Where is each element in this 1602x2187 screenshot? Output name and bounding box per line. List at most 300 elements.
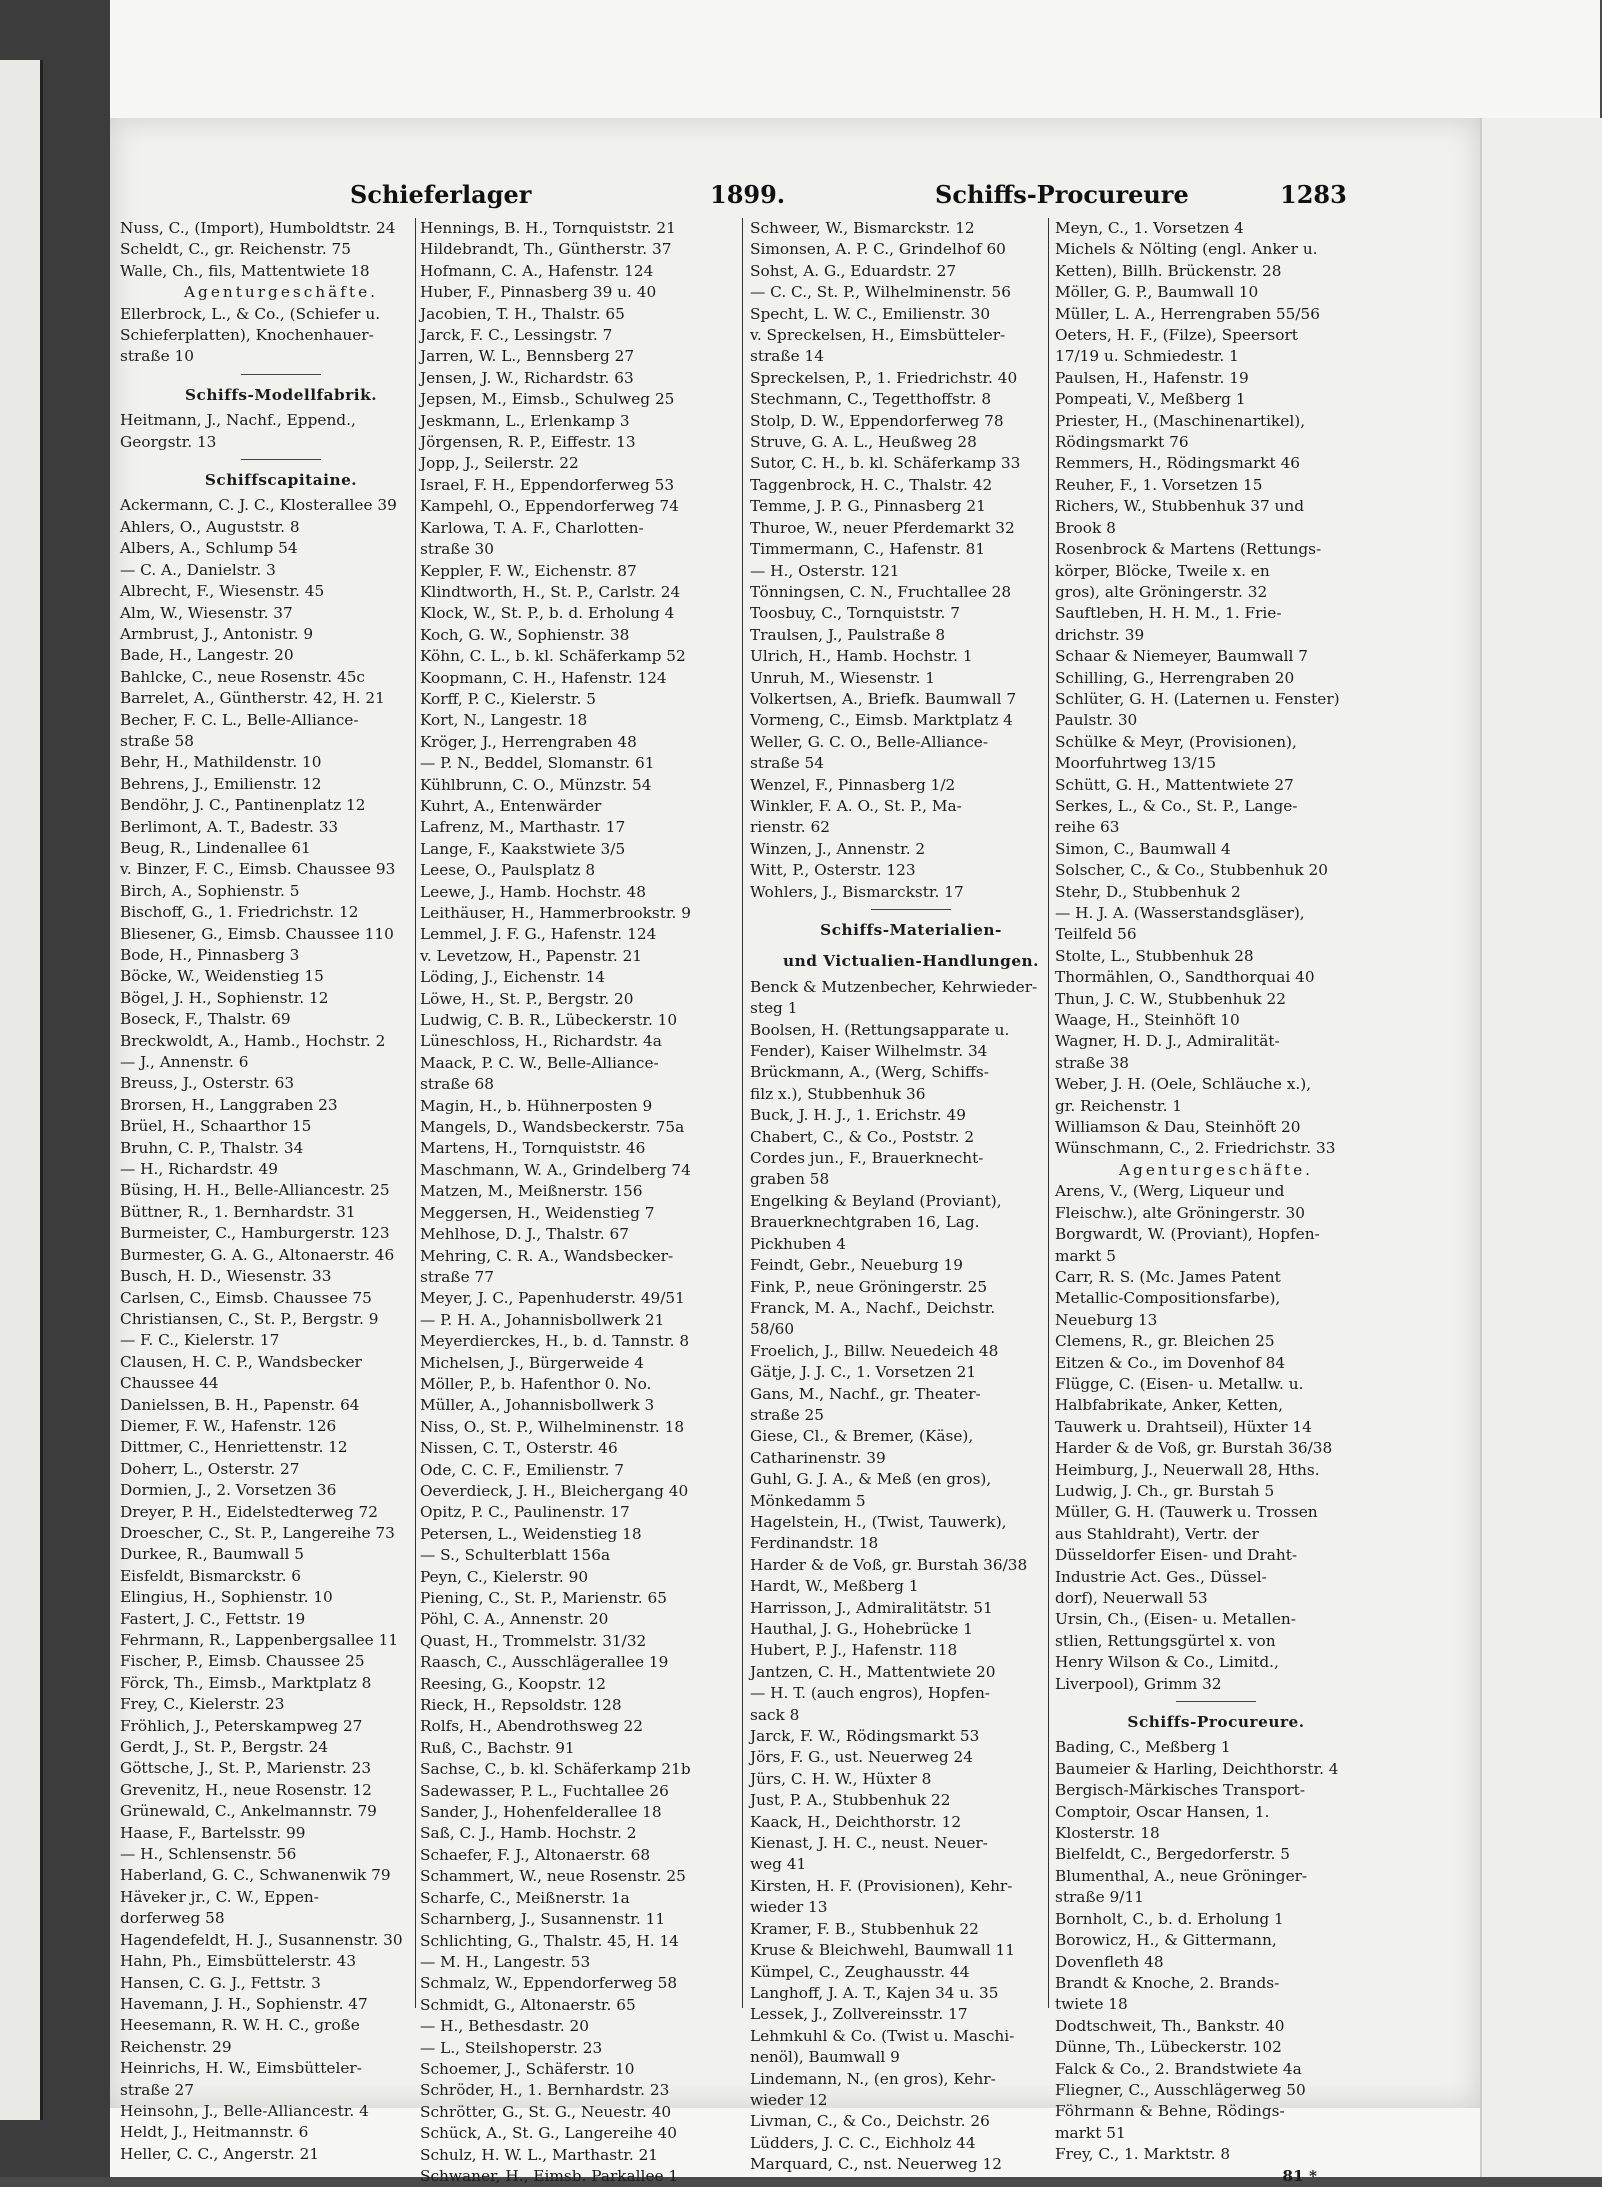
directory-entry: Franck, M. A., Nachf., Deichstr.: [750, 1298, 996, 1317]
directory-column-3: [750, 218, 1072, 2174]
directory-entry: Simonsen, A. P. C., Grindelhof 60: [750, 240, 1006, 259]
directory-entry: Struve, G. A. L., Heußweg 28: [750, 433, 977, 452]
directory-entry: Winzen, J., Annenstr. 2: [750, 839, 926, 858]
directory-entry: Bading, C., Meßberg 1: [1055, 1738, 1231, 1757]
directory-entry: Rosenbrock & Martens (Rettungs-: [1055, 540, 1322, 559]
directory-entry: Heinrichs, H. W., Eimsbütteler-: [120, 2059, 362, 2078]
directory-entry: Richers, W., Stubbenhuk 37 und: [1055, 497, 1305, 516]
directory-entry: Jopp, J., Seilerstr. 22: [420, 454, 579, 473]
directory-entry: Köhn, C. L., b. kl. Schäferkamp 52: [420, 647, 686, 666]
directory-entry: Chabert, C., & Co., Poststr. 2: [750, 1127, 975, 1146]
section-heading: Schiffscapitaine.: [204, 471, 358, 490]
directory-entry: Wünschmann, C., 2. Friedrichstr. 33: [1055, 1139, 1336, 1158]
directory-entry: Klosterstr. 18: [1055, 1824, 1160, 1843]
directory-entry: Reesing, G., Koopstr. 12: [420, 1674, 607, 1693]
directory-entry: Burmeister, C., Hamburgerstr. 123: [120, 1224, 390, 1243]
directory-entry: Pompeati, V., Meßberg 1: [1055, 390, 1246, 409]
directory-entry: Oeverdieck, J. H., Bleichergang 40: [420, 1481, 689, 1500]
directory-entry: Carlsen, C., Eimsb. Chaussee 75: [120, 1288, 372, 1307]
directory-entry: Düsseldorfer Eisen- und Draht-: [1055, 1546, 1298, 1565]
directory-entry: Sander, J., Hohenfelderallee 18: [420, 1803, 662, 1822]
directory-entry: Gätje, J. J. C., 1. Vorsetzen 21: [750, 1363, 977, 1382]
directory-entry: markt 51: [1055, 2123, 1126, 2142]
header-year: 1899.: [710, 180, 786, 209]
directory-entry: straße 10: [120, 347, 195, 366]
directory-entry: Winkler, F. A. O., St. P., Ma-: [750, 796, 962, 815]
directory-entry: Hubert, P. J., Hafenstr. 118: [750, 1641, 958, 1660]
directory-entry: sack 8: [750, 1705, 800, 1724]
directory-entry: Langhoff, J. A. T., Kajen 34 u. 35: [750, 1983, 999, 2002]
directory-entry: Henry Wilson & Co., Limitd.,: [1055, 1653, 1279, 1672]
directory-entry: Dreyer, P. H., Eidelstedterweg 72: [120, 1502, 378, 1521]
directory-entry: Ketten), Billh. Brückenstr. 28: [1055, 261, 1282, 280]
section-heading: Schiffs-Materialien-: [820, 921, 1002, 939]
directory-entry: Paulstr. 30: [1055, 711, 1138, 730]
directory-entry: Harrisson, J., Admiralitätstr. 51: [750, 1598, 993, 1617]
directory-entry: — H., Richardstr. 49: [120, 1160, 278, 1179]
directory-entry: Ruß, C., Bachstr. 91: [420, 1738, 575, 1757]
directory-entry: Ferdinandstr. 18: [750, 1534, 879, 1553]
directory-entry: Föhrmann & Behne, Rödings-: [1055, 2102, 1285, 2121]
directory-entry: Fröhlich, J., Peterskampweg 27: [120, 1716, 363, 1735]
directory-entry: Marquard, C., nst. Neuerweg 12: [750, 2155, 1002, 2174]
directory-entry: Durkee, R., Baumwall 5: [120, 1545, 304, 1564]
directory-entry: — M. H., Langestr. 53: [420, 1952, 591, 1971]
directory-entry: Bruhn, C. P., Thalstr. 34: [120, 1138, 304, 1157]
directory-entry: Ackermann, C. J. C., Klosterallee 39: [120, 496, 397, 515]
directory-entry: — H. J. A. (Wasserstandsgläser),: [1055, 904, 1305, 922]
directory-entry: Schaar & Niemeyer, Baumwall 7: [1055, 647, 1309, 666]
directory-entry: Teilfeld 56: [1055, 925, 1137, 944]
directory-entry: wieder 13: [750, 1898, 828, 1917]
directory-entry: Nissen, C. T., Osterstr. 46: [420, 1439, 618, 1458]
directory-entry: Dittmer, C., Henriettenstr. 12: [120, 1438, 348, 1457]
directory-entry: Hofmann, C. A., Hafenstr. 124: [420, 261, 654, 280]
directory-entry: Fastert, J. C., Fettstr. 19: [120, 1609, 306, 1628]
directory-entry: Priester, H., (Maschinenartikel),: [1055, 411, 1306, 430]
directory-entry: straße 68: [420, 1075, 495, 1094]
directory-entry: Büsing, H. H., Belle-Alliancestr. 25: [120, 1181, 390, 1200]
directory-entry: Kruse & Bleichwehl, Baumwall 11: [750, 1941, 1015, 1960]
directory-entry: Dovenfleth 48: [1055, 1952, 1164, 1971]
directory-entry: Taggenbrock, H. C., Thalstr. 42: [750, 475, 993, 494]
section-divider: [241, 459, 321, 460]
directory-entry: Chaussee 44: [120, 1374, 219, 1393]
directory-entry: straße 27: [120, 2080, 195, 2099]
directory-entry: Ulrich, H., Hamb. Hochstr. 1: [750, 647, 973, 666]
directory-entry: aus Stahldraht), Vertr. der: [1055, 1524, 1259, 1543]
directory-entry: Bögel, J. H., Sophienstr. 12: [120, 988, 329, 1007]
directory-entry: Schilling, G., Herrengraben 20: [1055, 668, 1295, 687]
directory-entry: Jeskmann, L., Erlenkamp 3: [420, 411, 630, 430]
directory-entry: Oeters, H. F., (Filze), Speersort: [1055, 326, 1298, 345]
directory-entry: — C. C., St. P., Wilhelminenstr. 56: [750, 283, 1011, 302]
directory-entry: Traulsen, J., Paulstraße 8: [750, 625, 946, 644]
directory-entry: wieder 12: [750, 2090, 828, 2109]
directory-entry: Meggersen, H., Weidenstieg 7: [420, 1203, 655, 1222]
directory-entry: Sauftleben, H. H. M., 1. Frie-: [1055, 604, 1282, 623]
directory-entry: Möller, G. P., Baumwall 10: [1055, 283, 1259, 302]
directory-entry: Beug, R., Lindenallee 61: [120, 838, 311, 857]
directory-entry: Lessek, J., Zollvereinsstr. 17: [750, 2005, 968, 2024]
directory-entry: — L., Steilshoperstr. 23: [420, 2038, 603, 2057]
directory-entry: Kuhrt, A., Entenwärder: [420, 796, 602, 815]
directory-entry: Diemer, F. W., Hafenstr. 126: [120, 1416, 337, 1435]
directory-entry: Hardt, W., Meßberg 1: [750, 1577, 919, 1596]
directory-entry: Burmester, G. A. G., Altonaerstr. 46: [120, 1245, 395, 1264]
directory-entry: straße 9/11: [1055, 1888, 1144, 1907]
directory-entry: Nuss, C., (Import), Humboldtstr. 24: [120, 219, 396, 237]
directory-entry: Paulsen, H., Hafenstr. 19: [1055, 368, 1249, 387]
directory-entry: Niss, O., St. P., Wilhelminenstr. 18: [420, 1417, 685, 1436]
directory-entry: Armbrust, J., Antonistr. 9: [120, 624, 314, 643]
signature-mark: 81 *: [1282, 2166, 1317, 2185]
directory-entry: Ellerbrock, L., & Co., (Schiefer u.: [120, 304, 381, 323]
directory-entry: nenöl), Baumwall 9: [750, 2048, 900, 2067]
directory-entry: Schweer, W., Bismarckstr. 12: [750, 219, 975, 237]
directory-entry: Moorfuhrtweg 13/15: [1055, 754, 1217, 773]
directory-entry: Simon, C., Baumwall 4: [1055, 839, 1231, 858]
directory-entry: Bischoff, G., 1. Friedrichstr. 12: [120, 903, 359, 922]
directory-entry: Fliegner, C., Ausschlägerweg 50: [1055, 2080, 1306, 2099]
directory-entry: — H., Osterstr. 121: [750, 561, 900, 580]
directory-entry: Alm, W., Wiesenstr. 37: [120, 603, 293, 622]
directory-entry: Heinsohn, J., Belle-Alliancestr. 4: [120, 2101, 369, 2120]
directory-entry: filz x.), Stubbenhuk 36: [750, 1084, 926, 1103]
directory-entry: Blumenthal, A., neue Gröninger-: [1055, 1866, 1308, 1885]
directory-entry: Giese, Cl., & Bremer, (Käse),: [750, 1427, 974, 1446]
section-divider: [1176, 1701, 1256, 1702]
directory-entry: Droescher, C., St. P., Langereihe 73: [120, 1523, 395, 1542]
directory-entry: Häveker jr., C. W., Eppen-: [120, 1887, 319, 1906]
directory-entry: straße 54: [750, 754, 825, 773]
directory-entry: Scharfe, C., Meißnerstr. 1a: [420, 1888, 630, 1907]
directory-entry: Busch, H. D., Wiesenstr. 33: [120, 1267, 332, 1286]
directory-entry: Livman, C., & Co., Deichstr. 26: [750, 2112, 990, 2131]
directory-entry: Bode, H., Pinnasberg 3: [120, 946, 300, 964]
directory-entry: reihe 63: [1055, 818, 1120, 837]
directory-column-1: [120, 218, 442, 2163]
directory-entry: Remmers, H., Rödingsmarkt 46: [1055, 454, 1301, 473]
directory-entry: Stehr, D., Stubbenhuk 2: [1055, 882, 1241, 901]
directory-entry: Quast, H., Trommelstr. 31/32: [420, 1631, 647, 1650]
directory-entry: Flügge, C. (Eisen- u. Metallw. u.: [1055, 1374, 1304, 1393]
directory-entry: Fender), Kaiser Wilhelmstr. 34: [750, 1042, 988, 1061]
directory-entry: straße 25: [750, 1405, 825, 1424]
directory-entry: Jacobien, T. H., Thalstr. 65: [420, 304, 625, 323]
directory-entry: Michels & Nölting (engl. Anker u.: [1055, 240, 1318, 259]
directory-entry: Ludwig, J. Ch., gr. Burstah 5: [1055, 1481, 1275, 1500]
directory-entry: Grevenitz, H., neue Rosenstr. 12: [120, 1780, 372, 1799]
directory-entry: Pickhuben 4: [750, 1234, 847, 1253]
directory-entry: Behrens, J., Emilienstr. 12: [120, 774, 322, 793]
directory-entry: Guhl, G. J. A., & Meß (en gros),: [750, 1470, 992, 1489]
directory-entry: Hansen, C. G. J., Fettstr. 3: [120, 1973, 321, 1992]
directory-entry: Ludwig, C. B. R., Lübeckerstr. 10: [420, 1011, 678, 1030]
directory-entry: Leithäuser, H., Hammerbrookstr. 9: [420, 904, 691, 922]
directory-entry: Hauthal, J. G., Hohebrücke 1: [750, 1620, 973, 1638]
directory-entry: Schmalz, W., Eppendorferweg 58: [420, 1974, 678, 1993]
directory-entry: Müller, A., Johannisbollwerk 3: [420, 1396, 655, 1415]
directory-entry: Kaack, H., Deichthorstr. 12: [750, 1812, 962, 1831]
directory-entry: Baumeier & Harling, Deichthorstr. 4: [1055, 1759, 1339, 1778]
directory-entry: Opitz, P. C., Paulinenstr. 17: [420, 1503, 630, 1522]
directory-entry: Birch, A., Sophienstr. 5: [120, 881, 300, 900]
directory-entry: Jarck, F. C., Lessingstr. 7: [420, 326, 613, 345]
directory-entry: Clausen, H. C. P., Wandsbecker: [120, 1352, 362, 1371]
directory-entry: Jensen, J. W., Richardstr. 63: [420, 368, 634, 387]
directory-entry: Israel, F. H., Eppendorferweg 53: [420, 475, 675, 494]
directory-entry: Petersen, L., Weidenstieg 18: [420, 1524, 642, 1543]
directory-entry: Scharnberg, J., Susannenstr. 11: [420, 1910, 666, 1929]
directory-entry: — H. T. (auch engros), Hopfen-: [750, 1684, 990, 1703]
directory-entry: Sachse, C., b. kl. Schäferkamp 21b: [420, 1760, 691, 1779]
directory-entry: Christiansen, C., St. P., Bergstr. 9: [120, 1309, 379, 1328]
directory-entry: Gans, M., Nachf., gr. Theater-: [750, 1384, 981, 1403]
directory-entry: gr. Reichenstr. 1: [1055, 1096, 1183, 1115]
directory-entry: Weber, J. H. (Oele, Schläuche x.),: [1055, 1075, 1312, 1094]
directory-entry: Becher, F. C. L., Belle-Alliance-: [120, 710, 359, 729]
directory-entry: Saß, C. J., Hamb. Hochstr. 2: [420, 1824, 637, 1843]
directory-entry: Haase, F., Bartelsstr. 99: [120, 1823, 306, 1842]
directory-entry: Löwe, H., St. P., Bergstr. 20: [420, 989, 634, 1008]
directory-entry: Eisfeldt, Bismarckstr. 6: [120, 1566, 302, 1585]
directory-entry: Waage, H., Steinhöft 10: [1055, 1011, 1240, 1030]
directory-entry: Boolsen, H. (Rettungsapparate u.: [750, 1020, 1010, 1039]
directory-entry: weg 41: [750, 1855, 807, 1874]
directory-entry: Fink, P., neue Gröningerstr. 25: [750, 1277, 988, 1296]
previous-page-edge: [0, 60, 43, 2120]
page-edge-right: [1480, 118, 1602, 2177]
directory-entry: Frey, C., Kielerstr. 23: [120, 1695, 285, 1714]
directory-entry: Stechmann, C., Tegetthoffstr. 8: [750, 390, 992, 409]
directory-entry: Just, P. A., Stubbenhuk 22: [750, 1791, 951, 1810]
directory-entry: Meyn, C., 1. Vorsetzen 4: [1055, 219, 1244, 237]
directory-entry: Peyn, C., Kielerstr. 90: [420, 1567, 589, 1586]
directory-entry: Benck & Mutzenbecher, Kehrwieder-: [750, 977, 1038, 996]
directory-entry: — P. N., Beddel, Slomanstr. 61: [420, 754, 655, 773]
directory-entry: Dormien, J., 2. Vorsetzen 36: [120, 1481, 337, 1500]
directory-entry: Schülke & Meyr, (Provisionen),: [1055, 732, 1297, 751]
directory-entry: straße 30: [420, 540, 495, 559]
directory-entry: Jarren, W. L., Bennsberg 27: [420, 347, 635, 366]
directory-entry: Jürs, C. H. W., Hüxter 8: [750, 1769, 932, 1788]
directory-entry: Kröger, J., Herrengraben 48: [420, 732, 637, 751]
directory-entry: Harder & de Voß, gr. Burstah 36/38: [1055, 1439, 1333, 1458]
directory-entry: — H., Schlensenstr. 56: [120, 1845, 297, 1864]
directory-entry: Keppler, F. W., Eichenstr. 87: [420, 561, 637, 580]
directory-entry: Dünne, Th., Lübeckerstr. 102: [1055, 2038, 1282, 2057]
directory-entry: Sutor, C. H., b. kl. Schäferkamp 33: [750, 454, 1021, 473]
directory-entry: Heesemann, R. W. H. C., große: [120, 2016, 360, 2035]
directory-entry: Temme, J. P. G., Pinnasberg 21: [750, 497, 986, 516]
directory-entry: Breuss, J., Osterstr. 63: [120, 1074, 295, 1093]
section-heading: Schiffs-Procureure.: [1127, 1713, 1305, 1732]
directory-entry: Barrelet, A., Güntherstr. 42, H. 21: [120, 689, 385, 708]
directory-entry: Sohst, A. G., Eduardstr. 27: [750, 261, 957, 280]
directory-entry: Vormeng, C., Eimsb. Marktplatz 4: [750, 711, 1013, 730]
directory-entry: Lindemann, N., (en gros), Kehr-: [750, 2069, 996, 2088]
directory-entry: Bergisch-Märkisches Transport-: [1055, 1781, 1305, 1800]
directory-entry: Engelking & Beyland (Proviant),: [750, 1191, 1002, 1210]
directory-entry: Froelich, J., Billw. Neuedeich 48: [750, 1341, 999, 1360]
directory-entry: 58/60: [750, 1320, 795, 1339]
directory-entry: markt 5: [1055, 1246, 1116, 1265]
directory-entry: Metallic-Compositionsfarbe),: [1055, 1289, 1281, 1308]
directory-entry: Jarck, F. W., Rödingsmarkt 53: [750, 1727, 980, 1746]
directory-entry: Buck, J. H. J., 1. Erichstr. 49: [750, 1106, 966, 1125]
directory-entry: Solscher, C., & Co., Stubbenhuk 20: [1055, 861, 1328, 880]
subsection-heading: Agenturgeschäfte.: [183, 283, 378, 302]
directory-entry: Lüdders, J. C. C., Eichholz 44: [750, 2133, 976, 2152]
directory-entry: Boseck, F., Thalstr. 69: [120, 1010, 291, 1029]
directory-entry: Hahn, Ph., Eimsbüttelerstr. 43: [120, 1952, 357, 1971]
directory-entry: Bornholt, C., b. d. Erholung 1: [1055, 1909, 1284, 1928]
directory-entry: Büttner, R., 1. Bernhardstr. 31: [120, 1202, 356, 1221]
directory-entry: Eitzen & Co., im Dovenhof 84: [1055, 1353, 1286, 1372]
directory-entry: Lange, F., Kaakstwiete 3/5: [420, 839, 626, 858]
directory-entry: Klindtworth, H., St. P., Carlstr. 24: [420, 582, 681, 601]
directory-entry: Müller, G. H. (Tauwerk u. Trossen: [1055, 1503, 1318, 1522]
directory-entry: Hennings, B. H., Tornquiststr. 21: [420, 219, 676, 237]
directory-entry: Reuher, F., 1. Vorsetzen 15: [1055, 475, 1263, 494]
directory-entry: Spreckelsen, P., 1. Friedrichstr. 40: [750, 368, 1018, 387]
directory-entry: Jepsen, M., Eimsb., Schulweg 25: [420, 390, 675, 409]
directory-entry: Witt, P., Osterstr. 123: [750, 861, 916, 880]
directory-entry: v. Binzer, F. C., Eimsb. Chaussee 93: [120, 860, 396, 879]
directory-entry: Feindt, Gebr., Neueburg 19: [750, 1256, 963, 1275]
section-heading: Schiffs-Modellfabrik.: [184, 385, 378, 404]
directory-entry: Falck & Co., 2. Brandstwiete 4a: [1055, 2059, 1302, 2078]
directory-entry: Brorsen, H., Langgraben 23: [120, 1095, 338, 1114]
directory-entry: Unruh, M., Wiesenstr. 1: [750, 668, 935, 687]
directory-entry: Schieferplatten), Knochenhauer-: [120, 326, 374, 345]
directory-entry: Reichenstr. 29: [120, 2037, 232, 2056]
directory-entry: Heller, C. C., Angerstr. 21: [120, 2144, 320, 2163]
section-divider: [241, 374, 321, 375]
directory-entry: drichstr. 39: [1055, 625, 1145, 644]
directory-entry: gros), alte Gröningerstr. 32: [1055, 582, 1268, 601]
directory-entry: — P. H. A., Johannisbollwerk 21: [420, 1310, 665, 1329]
directory-entry: Leewe, J., Hamb. Hochstr. 48: [420, 882, 646, 901]
directory-entry: Müller, L. A., Herrengraben 55/56: [1055, 304, 1321, 323]
directory-entry: Kümpel, C., Zeughausstr. 44: [750, 1962, 970, 1981]
directory-entry: Göttsche, J., St. P., Marienstr. 23: [120, 1759, 372, 1778]
directory-entry: Karlowa, T. A. F., Charlotten-: [420, 518, 644, 537]
directory-entry: Fehrmann, R., Lappenbergsallee 11: [120, 1631, 399, 1649]
directory-entry: Brauerknechtgraben 16, Lag.: [750, 1213, 980, 1232]
directory-entry: Jantzen, C. H., Mattentwiete 20: [750, 1662, 996, 1681]
directory-entry: Brandt & Knoche, 2. Brands-: [1055, 1973, 1280, 1992]
directory-entry: körper, Blöcke, Tweile x. en: [1055, 561, 1270, 580]
directory-entry: Danielssen, B. H., Papenstr. 64: [120, 1395, 360, 1414]
directory-entry: Gerdt, J., St. P., Bergstr. 24: [120, 1738, 329, 1757]
directory-entry: Schaefer, F. J., Altonaerstr. 68: [420, 1845, 651, 1864]
directory-entry: Havemann, J. H., Sophienstr. 47: [120, 1994, 368, 2013]
directory-entry: Wohlers, J., Bismarckstr. 17: [750, 882, 964, 901]
directory-entry: Halbfabrikate, Anker, Ketten,: [1055, 1396, 1283, 1415]
directory-entry: Koopmann, C. H., Hafenstr. 124: [420, 668, 667, 687]
directory-entry: Heimburg, J., Neuerwall 28, Hths.: [1055, 1460, 1320, 1479]
directory-entry: Huber, F., Pinnasberg 39 u. 40: [420, 283, 657, 302]
directory-entry: Kienast, J. H. C., neust. Neuer-: [750, 1834, 988, 1853]
directory-entry: Kirsten, H. F. (Provisionen), Kehr-: [750, 1876, 1013, 1895]
directory-entry: Bendöhr, J. C., Pantinenplatz 12: [120, 796, 366, 815]
directory-entry: Löding, J., Eichenstr. 14: [420, 968, 606, 987]
directory-entry: Breckwoldt, A., Hamb., Hochstr. 2: [120, 1031, 386, 1050]
directory-entry: Frey, C., 1. Marktstr. 8: [1055, 2145, 1231, 2164]
directory-entry: Elingius, H., Sophienstr. 10: [120, 1588, 333, 1607]
directory-column-4: [1055, 218, 1377, 2185]
directory-entry: Behr, H., Mathildenstr. 10: [120, 753, 322, 772]
directory-entry: Hagelstein, H., (Twist, Tauwerk),: [750, 1512, 1007, 1531]
directory-entry: Schrötter, G., St. G., Neuestr. 40: [420, 2102, 672, 2121]
directory-entry: Doherr, L., Osterstr. 27: [120, 1459, 300, 1478]
directory-entry: straße 77: [420, 1267, 495, 1286]
directory-entry: Ode, C. C. F., Emilienstr. 7: [420, 1460, 625, 1479]
directory-entry: Rödingsmarkt 76: [1055, 433, 1189, 452]
directory-entry: Mehlhose, D. J., Thalstr. 67: [420, 1225, 630, 1244]
directory-entry: straße 14: [750, 347, 825, 366]
directory-entry: Haberland, G. C., Schwanenwik 79: [120, 1866, 391, 1885]
directory-entry: Liverpool), Grimm 32: [1055, 1674, 1222, 1693]
directory-entry: Meyer, J. C., Papenhuderstr. 49/51: [420, 1289, 685, 1308]
header-left-title: Schieferlager: [350, 180, 532, 209]
directory-entry: Ursin, Ch., (Eisen- u. Metallen-: [1055, 1610, 1296, 1629]
directory-entry: Carr, R. S. (Mc. James Patent: [1055, 1267, 1281, 1286]
directory-entry: Albers, A., Schlump 54: [120, 539, 298, 558]
directory-entry: 17/19 u. Schmiedestr. 1: [1055, 347, 1239, 366]
directory-entry: Industrie Act. Ges., Düssel-: [1055, 1567, 1267, 1586]
directory-entry: Förck, Th., Eimsb., Marktplatz 8: [120, 1673, 372, 1692]
directory-entry: Clemens, R., gr. Bleichen 25: [1055, 1332, 1275, 1351]
directory-entry: — S., Schulterblatt 156a: [420, 1546, 611, 1565]
directory-entry: Dodtschweit, Th., Bankstr. 40: [1055, 2016, 1285, 2035]
directory-entry: Maack, P. C. W., Belle-Alliance-: [420, 1053, 659, 1072]
directory-entry: Kramer, F. B., Stubbenhuk 22: [750, 1919, 979, 1938]
directory-entry: Schwaner, H., Eimsb. Parkallee 1: [420, 2166, 679, 2185]
directory-entry: Koch, G. W., Sophienstr. 38: [420, 625, 630, 644]
directory-entry: Specht, L. W. C., Emilienstr. 30: [750, 304, 991, 323]
directory-entry: Michelsen, J., Bürgerweide 4: [420, 1353, 644, 1372]
directory-entry: Harder & de Voß, gr. Burstah 36/38: [750, 1555, 1028, 1574]
directory-entry: Thuroe, W., neuer Pferdemarkt 32: [750, 518, 1015, 537]
directory-entry: Klock, W., St. P., b. d. Erholung 4: [420, 604, 675, 623]
directory-entry: straße 38: [1055, 1053, 1130, 1072]
directory-entry: Kampehl, O., Eppendorferweg 74: [420, 497, 679, 516]
directory-column-2: [420, 218, 742, 2185]
directory-entry: Thun, J. C. W., Stubbenhuk 22: [1055, 989, 1286, 1008]
directory-entry: Heitmann, J., Nachf., Eppend.,: [120, 411, 356, 430]
directory-entry: Stolp, D. W., Eppendorferweg 78: [750, 411, 1004, 430]
directory-entry: Williamson & Dau, Steinhöft 20: [1055, 1118, 1301, 1137]
directory-entry: steg 1: [750, 999, 798, 1018]
directory-entry: Thormählen, O., Sandthorquai 40: [1055, 968, 1315, 987]
directory-entry: Magin, H., b. Hühnerposten 9: [420, 1096, 653, 1115]
directory-entry: dorferweg 58: [120, 1909, 225, 1928]
directory-entry: Möller, P., b. Hafenthor 0. No.: [420, 1374, 652, 1393]
directory-entry: Catharinenstr. 39: [750, 1448, 886, 1467]
directory-entry: Sadewasser, P. L., Fuchtallee 26: [420, 1781, 669, 1800]
directory-entry: Maschmann, W. A., Grindelberg 74: [420, 1160, 691, 1179]
directory-entry: Rolfs, H., Abendrothsweg 22: [420, 1717, 643, 1736]
directory-entry: Timmermann, C., Hafenstr. 81: [750, 540, 986, 559]
directory-entry: Matzen, M., Meißnerstr. 156: [420, 1182, 643, 1201]
directory-entry: Schammert, W., neue Rosenstr. 25: [420, 1867, 686, 1886]
directory-entry: — F. C., Kielerstr. 17: [120, 1331, 280, 1350]
directory-entry: Kühlbrunn, C. O., Münzstr. 54: [420, 775, 652, 794]
directory-entry: Schröder, H., 1. Bernhardstr. 23: [420, 2081, 670, 2100]
